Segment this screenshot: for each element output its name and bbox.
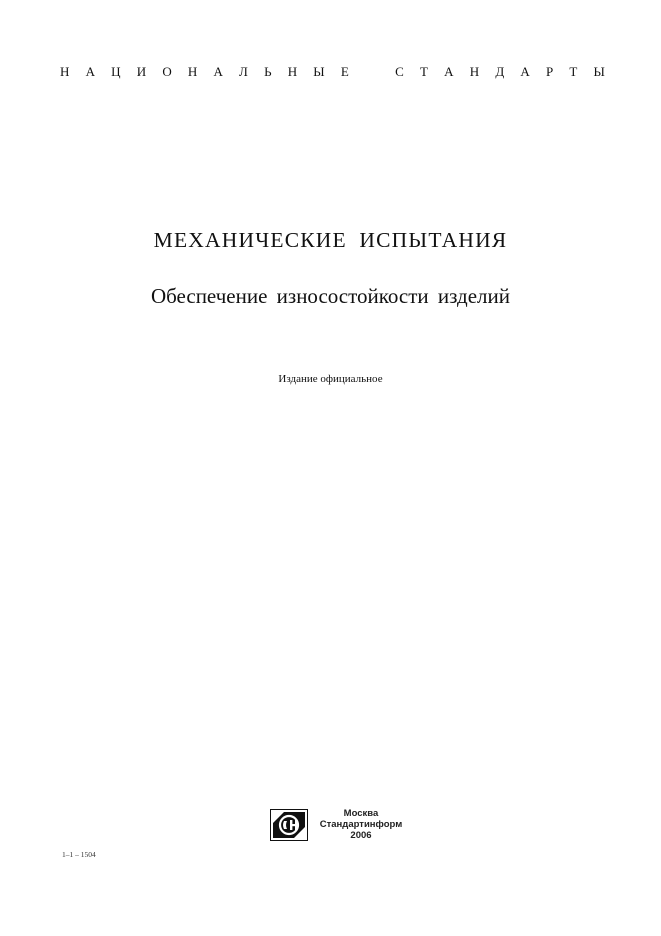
series-letter: А — [520, 64, 530, 79]
series-letter: Ц — [111, 64, 121, 79]
series-letter: Ы — [593, 64, 605, 79]
series-letter: Т — [569, 64, 578, 79]
series-word-gap — [365, 64, 379, 80]
document-title: МЕХАНИЧЕСКИЕ ИСПЫТАНИЯ — [153, 228, 508, 252]
series-letter: Л — [239, 64, 248, 79]
series-letter: А — [85, 64, 95, 79]
series-letter: Н — [469, 64, 480, 79]
series-letter: Т — [420, 64, 428, 79]
edition-note: Издание официальное — [278, 373, 383, 385]
series-letter: Ы — [313, 64, 325, 79]
series-letter: Н — [187, 64, 198, 79]
publication-year: 2006 — [350, 830, 372, 841]
series-letter: И — [136, 64, 147, 79]
publisher-block — [270, 808, 404, 841]
series-header — [60, 64, 605, 80]
series-letter: Н — [60, 64, 70, 79]
series-letter: Ь — [264, 64, 272, 79]
standartinform-logo-icon — [270, 809, 308, 841]
series-letter: Д — [495, 64, 505, 79]
publisher-city: Москва — [343, 808, 379, 819]
document-subtitle: Обеспечение износостойкости изделий — [150, 284, 511, 308]
series-letter: Е — [340, 64, 349, 79]
series-letter: Р — [545, 64, 554, 79]
publisher-imprint — [318, 808, 404, 841]
series-letter: А — [213, 64, 223, 79]
series-letter: О — [162, 64, 172, 79]
series-letter: А — [444, 64, 454, 79]
series-letter: С — [395, 64, 404, 79]
print-code: 1–1 – 1504 — [62, 850, 96, 859]
series-letter: Н — [287, 64, 298, 79]
publisher-name: Стандартинформ — [319, 819, 403, 830]
